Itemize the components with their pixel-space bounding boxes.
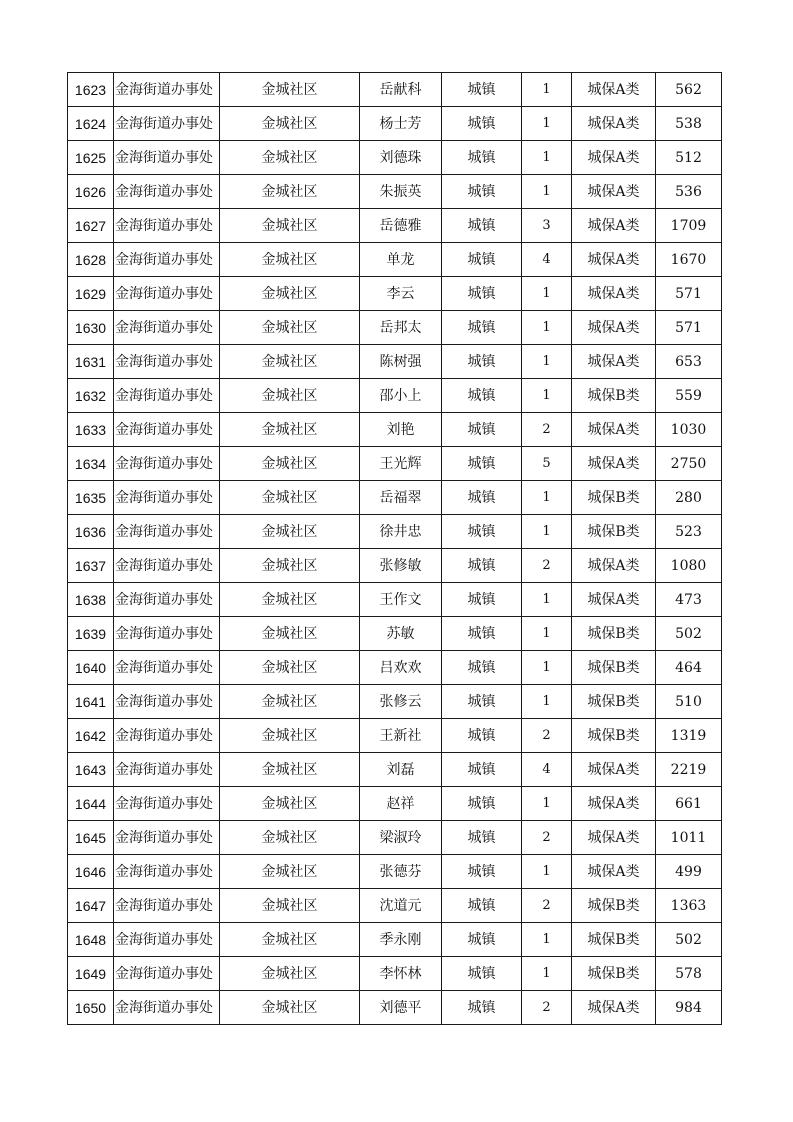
cell-community: 金城社区 <box>220 515 360 549</box>
cell-member-count: 2 <box>522 889 572 923</box>
cell-insurance-category: 城保A类 <box>572 209 656 243</box>
cell-household-type: 城镇 <box>442 515 522 549</box>
cell-serial-number: 1629 <box>68 277 114 311</box>
cell-person-name: 单龙 <box>360 243 442 277</box>
cell-household-type: 城镇 <box>442 549 522 583</box>
cell-street-office: 金海街道办事处 <box>114 549 220 583</box>
cell-street-office: 金海街道办事处 <box>114 277 220 311</box>
cell-street-office: 金海街道办事处 <box>114 481 220 515</box>
cell-serial-number: 1647 <box>68 889 114 923</box>
cell-household-type: 城镇 <box>442 243 522 277</box>
table-row <box>68 277 722 311</box>
cell-person-name: 季永刚 <box>360 923 442 957</box>
cell-member-count: 2 <box>522 549 572 583</box>
cell-amount: 653 <box>656 345 722 379</box>
cell-community: 金城社区 <box>220 719 360 753</box>
cell-amount: 499 <box>656 855 722 889</box>
cell-amount: 280 <box>656 481 722 515</box>
cell-person-name: 陈树强 <box>360 345 442 379</box>
cell-serial-number: 1641 <box>68 685 114 719</box>
cell-insurance-category: 城保A类 <box>572 311 656 345</box>
cell-member-count: 5 <box>522 447 572 481</box>
cell-member-count: 1 <box>522 141 572 175</box>
cell-household-type: 城镇 <box>442 277 522 311</box>
cell-street-office: 金海街道办事处 <box>114 957 220 991</box>
cell-serial-number: 1650 <box>68 991 114 1025</box>
cell-member-count: 1 <box>522 277 572 311</box>
cell-street-office: 金海街道办事处 <box>114 175 220 209</box>
table-row <box>68 957 722 991</box>
cell-person-name: 王新社 <box>360 719 442 753</box>
table-row <box>68 821 722 855</box>
table-row <box>68 209 722 243</box>
cell-insurance-category: 城保A类 <box>572 345 656 379</box>
cell-member-count: 1 <box>522 175 572 209</box>
cell-household-type: 城镇 <box>442 379 522 413</box>
cell-serial-number: 1634 <box>68 447 114 481</box>
table-row <box>68 107 722 141</box>
cell-insurance-category: 城保A类 <box>572 549 656 583</box>
cell-insurance-category: 城保A类 <box>572 991 656 1025</box>
cell-person-name: 岳献科 <box>360 73 442 107</box>
cell-street-office: 金海街道办事处 <box>114 991 220 1025</box>
cell-amount: 1080 <box>656 549 722 583</box>
table-row <box>68 73 722 107</box>
cell-community: 金城社区 <box>220 379 360 413</box>
cell-serial-number: 1632 <box>68 379 114 413</box>
cell-person-name: 刘艳 <box>360 413 442 447</box>
cell-member-count: 1 <box>522 73 572 107</box>
cell-community: 金城社区 <box>220 753 360 787</box>
cell-community: 金城社区 <box>220 787 360 821</box>
cell-street-office: 金海街道办事处 <box>114 209 220 243</box>
cell-member-count: 2 <box>522 991 572 1025</box>
cell-community: 金城社区 <box>220 481 360 515</box>
cell-person-name: 沈道元 <box>360 889 442 923</box>
cell-household-type: 城镇 <box>442 651 522 685</box>
cell-household-type: 城镇 <box>442 345 522 379</box>
cell-amount: 1319 <box>656 719 722 753</box>
cell-amount: 1363 <box>656 889 722 923</box>
cell-serial-number: 1649 <box>68 957 114 991</box>
cell-insurance-category: 城保B类 <box>572 685 656 719</box>
cell-serial-number: 1646 <box>68 855 114 889</box>
cell-street-office: 金海街道办事处 <box>114 107 220 141</box>
cell-household-type: 城镇 <box>442 787 522 821</box>
cell-insurance-category: 城保A类 <box>572 175 656 209</box>
cell-street-office: 金海街道办事处 <box>114 855 220 889</box>
cell-insurance-category: 城保A类 <box>572 787 656 821</box>
cell-person-name: 张修敏 <box>360 549 442 583</box>
cell-insurance-category: 城保A类 <box>572 855 656 889</box>
cell-member-count: 1 <box>522 515 572 549</box>
cell-member-count: 2 <box>522 413 572 447</box>
cell-member-count: 1 <box>522 957 572 991</box>
cell-insurance-category: 城保B类 <box>572 379 656 413</box>
cell-member-count: 2 <box>522 719 572 753</box>
cell-serial-number: 1645 <box>68 821 114 855</box>
cell-household-type: 城镇 <box>442 991 522 1025</box>
cell-community: 金城社区 <box>220 651 360 685</box>
cell-household-type: 城镇 <box>442 175 522 209</box>
cell-street-office: 金海街道办事处 <box>114 753 220 787</box>
cell-serial-number: 1638 <box>68 583 114 617</box>
cell-member-count: 1 <box>522 379 572 413</box>
cell-person-name: 王光辉 <box>360 447 442 481</box>
cell-serial-number: 1639 <box>68 617 114 651</box>
cell-household-type: 城镇 <box>442 583 522 617</box>
cell-street-office: 金海街道办事处 <box>114 617 220 651</box>
table-row <box>68 685 722 719</box>
table-row <box>68 141 722 175</box>
cell-amount: 661 <box>656 787 722 821</box>
cell-person-name: 刘德平 <box>360 991 442 1025</box>
table-row <box>68 617 722 651</box>
table-row <box>68 515 722 549</box>
cell-street-office: 金海街道办事处 <box>114 379 220 413</box>
cell-household-type: 城镇 <box>442 685 522 719</box>
cell-community: 金城社区 <box>220 821 360 855</box>
cell-street-office: 金海街道办事处 <box>114 583 220 617</box>
cell-serial-number: 1624 <box>68 107 114 141</box>
cell-street-office: 金海街道办事处 <box>114 651 220 685</box>
cell-member-count: 4 <box>522 243 572 277</box>
cell-household-type: 城镇 <box>442 923 522 957</box>
cell-member-count: 1 <box>522 617 572 651</box>
table-row <box>68 243 722 277</box>
table-row <box>68 175 722 209</box>
cell-street-office: 金海街道办事处 <box>114 923 220 957</box>
cell-household-type: 城镇 <box>442 141 522 175</box>
cell-insurance-category: 城保A类 <box>572 753 656 787</box>
cell-serial-number: 1627 <box>68 209 114 243</box>
cell-amount: 2750 <box>656 447 722 481</box>
cell-person-name: 邵小上 <box>360 379 442 413</box>
cell-amount: 510 <box>656 685 722 719</box>
cell-person-name: 李云 <box>360 277 442 311</box>
table-row <box>68 413 722 447</box>
cell-insurance-category: 城保B类 <box>572 617 656 651</box>
cell-street-office: 金海街道办事处 <box>114 311 220 345</box>
cell-person-name: 吕欢欢 <box>360 651 442 685</box>
cell-household-type: 城镇 <box>442 447 522 481</box>
cell-community: 金城社区 <box>220 107 360 141</box>
cell-insurance-category: 城保B类 <box>572 515 656 549</box>
cell-insurance-category: 城保A类 <box>572 277 656 311</box>
cell-serial-number: 1630 <box>68 311 114 345</box>
cell-member-count: 1 <box>522 923 572 957</box>
cell-community: 金城社区 <box>220 549 360 583</box>
cell-amount: 538 <box>656 107 722 141</box>
cell-person-name: 赵祥 <box>360 787 442 821</box>
cell-amount: 562 <box>656 73 722 107</box>
cell-community: 金城社区 <box>220 447 360 481</box>
cell-household-type: 城镇 <box>442 821 522 855</box>
cell-member-count: 4 <box>522 753 572 787</box>
cell-street-office: 金海街道办事处 <box>114 413 220 447</box>
cell-community: 金城社区 <box>220 311 360 345</box>
cell-household-type: 城镇 <box>442 719 522 753</box>
table-row <box>68 481 722 515</box>
cell-community: 金城社区 <box>220 141 360 175</box>
cell-community: 金城社区 <box>220 175 360 209</box>
cell-person-name: 苏敏 <box>360 617 442 651</box>
cell-community: 金城社区 <box>220 889 360 923</box>
cell-household-type: 城镇 <box>442 209 522 243</box>
cell-member-count: 1 <box>522 787 572 821</box>
cell-serial-number: 1626 <box>68 175 114 209</box>
cell-household-type: 城镇 <box>442 107 522 141</box>
cell-household-type: 城镇 <box>442 753 522 787</box>
cell-person-name: 朱振英 <box>360 175 442 209</box>
cell-serial-number: 1635 <box>68 481 114 515</box>
roster-body <box>68 73 722 1025</box>
cell-insurance-category: 城保B类 <box>572 923 656 957</box>
cell-serial-number: 1636 <box>68 515 114 549</box>
table-row <box>68 345 722 379</box>
cell-community: 金城社区 <box>220 583 360 617</box>
cell-amount: 473 <box>656 583 722 617</box>
cell-street-office: 金海街道办事处 <box>114 243 220 277</box>
cell-member-count: 1 <box>522 685 572 719</box>
cell-member-count: 1 <box>522 311 572 345</box>
table-row <box>68 651 722 685</box>
cell-person-name: 刘磊 <box>360 753 442 787</box>
table-row <box>68 549 722 583</box>
cell-serial-number: 1625 <box>68 141 114 175</box>
table-row <box>68 583 722 617</box>
cell-insurance-category: 城保A类 <box>572 447 656 481</box>
cell-amount: 984 <box>656 991 722 1025</box>
cell-serial-number: 1648 <box>68 923 114 957</box>
cell-insurance-category: 城保A类 <box>572 243 656 277</box>
cell-person-name: 杨士芳 <box>360 107 442 141</box>
cell-serial-number: 1642 <box>68 719 114 753</box>
cell-household-type: 城镇 <box>442 889 522 923</box>
cell-household-type: 城镇 <box>442 855 522 889</box>
cell-community: 金城社区 <box>220 855 360 889</box>
cell-street-office: 金海街道办事处 <box>114 345 220 379</box>
cell-insurance-category: 城保B类 <box>572 719 656 753</box>
cell-serial-number: 1637 <box>68 549 114 583</box>
table-row <box>68 889 722 923</box>
cell-street-office: 金海街道办事处 <box>114 447 220 481</box>
cell-household-type: 城镇 <box>442 413 522 447</box>
cell-member-count: 1 <box>522 345 572 379</box>
table-row <box>68 311 722 345</box>
table-row <box>68 753 722 787</box>
cell-amount: 571 <box>656 277 722 311</box>
table-row <box>68 855 722 889</box>
cell-community: 金城社区 <box>220 923 360 957</box>
cell-member-count: 1 <box>522 855 572 889</box>
cell-member-count: 1 <box>522 107 572 141</box>
cell-serial-number: 1643 <box>68 753 114 787</box>
cell-street-office: 金海街道办事处 <box>114 719 220 753</box>
table-row <box>68 991 722 1025</box>
cell-serial-number: 1623 <box>68 73 114 107</box>
cell-street-office: 金海街道办事处 <box>114 685 220 719</box>
cell-community: 金城社区 <box>220 73 360 107</box>
table-row <box>68 787 722 821</box>
cell-insurance-category: 城保A类 <box>572 413 656 447</box>
cell-amount: 536 <box>656 175 722 209</box>
cell-amount: 1011 <box>656 821 722 855</box>
cell-amount: 1670 <box>656 243 722 277</box>
cell-insurance-category: 城保A类 <box>572 821 656 855</box>
cell-street-office: 金海街道办事处 <box>114 787 220 821</box>
cell-person-name: 徐井忠 <box>360 515 442 549</box>
cell-amount: 1030 <box>656 413 722 447</box>
cell-amount: 2219 <box>656 753 722 787</box>
cell-insurance-category: 城保A类 <box>572 141 656 175</box>
cell-member-count: 2 <box>522 821 572 855</box>
cell-serial-number: 1633 <box>68 413 114 447</box>
cell-person-name: 刘德珠 <box>360 141 442 175</box>
cell-household-type: 城镇 <box>442 957 522 991</box>
table-row <box>68 923 722 957</box>
cell-serial-number: 1628 <box>68 243 114 277</box>
cell-household-type: 城镇 <box>442 617 522 651</box>
cell-amount: 1709 <box>656 209 722 243</box>
cell-community: 金城社区 <box>220 413 360 447</box>
cell-serial-number: 1640 <box>68 651 114 685</box>
cell-member-count: 3 <box>522 209 572 243</box>
cell-community: 金城社区 <box>220 243 360 277</box>
cell-person-name: 张德芬 <box>360 855 442 889</box>
cell-amount: 512 <box>656 141 722 175</box>
cell-insurance-category: 城保A类 <box>572 73 656 107</box>
cell-member-count: 1 <box>522 481 572 515</box>
cell-insurance-category: 城保A类 <box>572 583 656 617</box>
cell-amount: 464 <box>656 651 722 685</box>
cell-amount: 578 <box>656 957 722 991</box>
cell-household-type: 城镇 <box>442 311 522 345</box>
cell-person-name: 岳邦太 <box>360 311 442 345</box>
cell-amount: 502 <box>656 617 722 651</box>
cell-household-type: 城镇 <box>442 73 522 107</box>
cell-insurance-category: 城保B类 <box>572 651 656 685</box>
cell-person-name: 岳德雅 <box>360 209 442 243</box>
cell-serial-number: 1631 <box>68 345 114 379</box>
cell-street-office: 金海街道办事处 <box>114 73 220 107</box>
cell-community: 金城社区 <box>220 685 360 719</box>
cell-community: 金城社区 <box>220 617 360 651</box>
table-row <box>68 447 722 481</box>
cell-community: 金城社区 <box>220 277 360 311</box>
cell-amount: 502 <box>656 923 722 957</box>
cell-person-name: 岳福翠 <box>360 481 442 515</box>
cell-person-name: 王作文 <box>360 583 442 617</box>
cell-community: 金城社区 <box>220 209 360 243</box>
cell-street-office: 金海街道办事处 <box>114 141 220 175</box>
cell-street-office: 金海街道办事处 <box>114 889 220 923</box>
cell-amount: 559 <box>656 379 722 413</box>
roster-table <box>67 72 722 1025</box>
table-row <box>68 379 722 413</box>
cell-serial-number: 1644 <box>68 787 114 821</box>
cell-community: 金城社区 <box>220 345 360 379</box>
cell-community: 金城社区 <box>220 957 360 991</box>
cell-member-count: 1 <box>522 651 572 685</box>
cell-member-count: 1 <box>522 583 572 617</box>
cell-insurance-category: 城保B类 <box>572 889 656 923</box>
cell-insurance-category: 城保A类 <box>572 107 656 141</box>
cell-amount: 523 <box>656 515 722 549</box>
cell-insurance-category: 城保B类 <box>572 481 656 515</box>
cell-street-office: 金海街道办事处 <box>114 515 220 549</box>
cell-community: 金城社区 <box>220 991 360 1025</box>
cell-insurance-category: 城保B类 <box>572 957 656 991</box>
cell-household-type: 城镇 <box>442 481 522 515</box>
cell-person-name: 张修云 <box>360 685 442 719</box>
cell-amount: 571 <box>656 311 722 345</box>
cell-person-name: 李怀林 <box>360 957 442 991</box>
cell-person-name: 梁淑玲 <box>360 821 442 855</box>
cell-street-office: 金海街道办事处 <box>114 821 220 855</box>
table-row <box>68 719 722 753</box>
